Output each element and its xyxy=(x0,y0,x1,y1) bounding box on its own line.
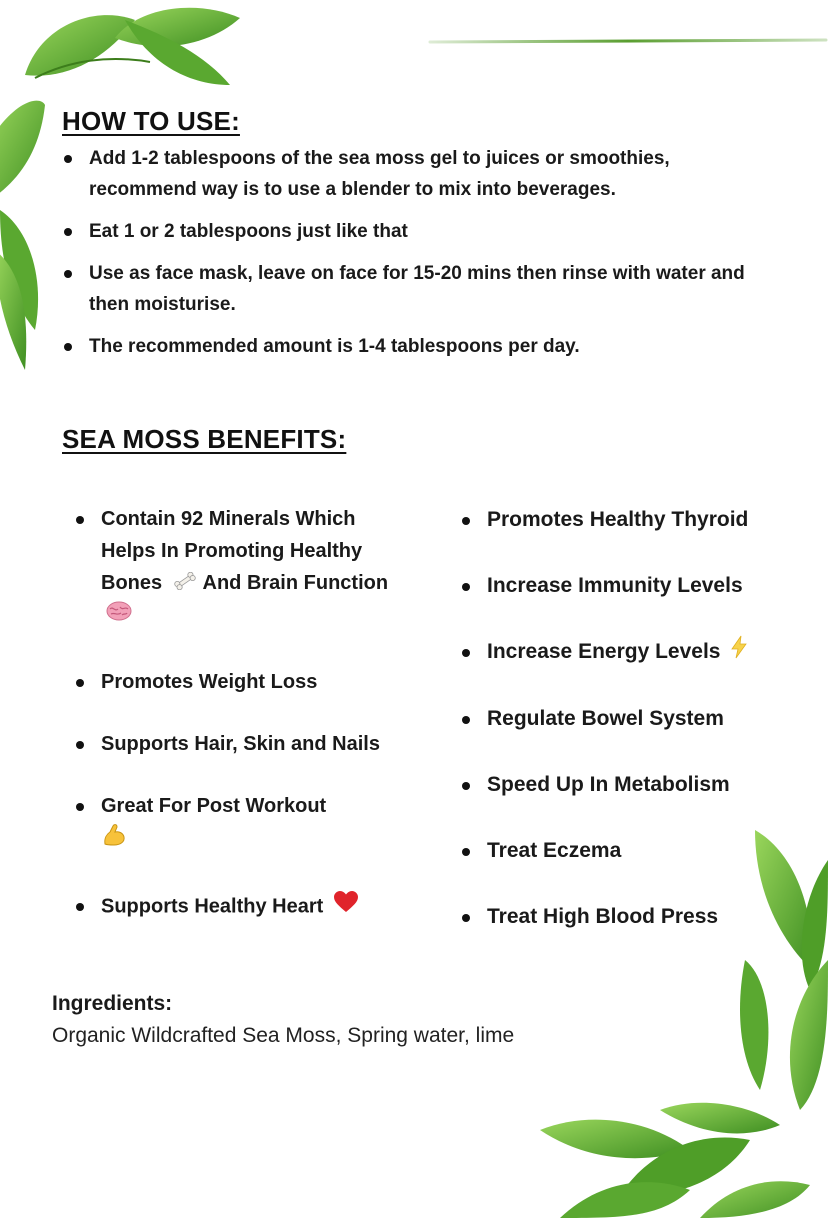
brain-icon xyxy=(105,600,133,632)
list-item: Regulate Bowel System xyxy=(460,702,820,736)
bullet-icon xyxy=(76,903,84,911)
benefits-list-right xyxy=(460,503,820,966)
bullet-icon xyxy=(76,803,84,811)
list-item: The recommended amount is 1-4 tablespoons per day. xyxy=(62,331,762,362)
leaf-cluster-bottom-right xyxy=(540,1103,810,1218)
list-item: Great For Post Workout xyxy=(75,790,405,858)
how-to-use-list xyxy=(62,143,762,373)
list-item: Promotes Healthy Thyroid xyxy=(460,503,820,537)
list-item: Speed Up In Metabolism xyxy=(460,768,820,802)
list-item: Increase Energy Levels xyxy=(460,635,820,670)
how-to-use-heading: HOW TO USE: xyxy=(62,106,240,136)
list-item: Add 1-2 tablespoons of the sea moss gel to juices or smoothies, recommend way is to use a blender to mix into beverages. xyxy=(62,143,762,205)
lightning-icon xyxy=(730,635,748,670)
ingredients-label: Ingredients: xyxy=(52,992,173,1015)
bullet-icon xyxy=(462,517,470,525)
bullet-icon xyxy=(64,155,72,163)
bullet-icon xyxy=(462,583,470,591)
list-item: Promotes Weight Loss xyxy=(75,666,405,698)
list-item: Use as face mask, leave on face for 15-20 mins then rinse with water and then moisturise. xyxy=(62,258,762,320)
bullet-icon xyxy=(64,343,72,351)
list-item: Treat High Blood Press xyxy=(460,900,820,934)
list-item: Supports Hair, Skin and Nails xyxy=(75,728,405,760)
bullet-icon xyxy=(76,679,84,687)
list-item: Increase Immunity Levels xyxy=(460,569,820,603)
bullet-icon xyxy=(462,782,470,790)
bullet-icon xyxy=(76,741,84,749)
list-item: Eat 1 or 2 tablespoons just like that xyxy=(62,216,762,247)
ingredients-text: Organic Wildcrafted Sea Moss, Spring water, lime xyxy=(52,1024,515,1047)
bullet-icon xyxy=(462,716,470,724)
flexed-bicep-icon xyxy=(101,822,127,858)
list-item: Supports Healthy Heart xyxy=(75,890,405,924)
red-heart-icon xyxy=(333,890,359,924)
list-item: Contain 92 Minerals Which Helps In Promoting Healthy Bones And Brain Function xyxy=(75,503,405,632)
bullet-icon xyxy=(64,270,72,278)
bone-icon xyxy=(172,568,198,600)
bullet-icon xyxy=(462,848,470,856)
bullet-icon xyxy=(462,914,470,922)
bullet-icon xyxy=(76,516,84,524)
list-item: Treat Eczema xyxy=(460,834,820,868)
benefits-heading: SEA MOSS BENEFITS: xyxy=(62,424,347,454)
bullet-icon xyxy=(462,649,470,657)
bullet-icon xyxy=(64,228,72,236)
benefits-list-left xyxy=(75,503,405,924)
